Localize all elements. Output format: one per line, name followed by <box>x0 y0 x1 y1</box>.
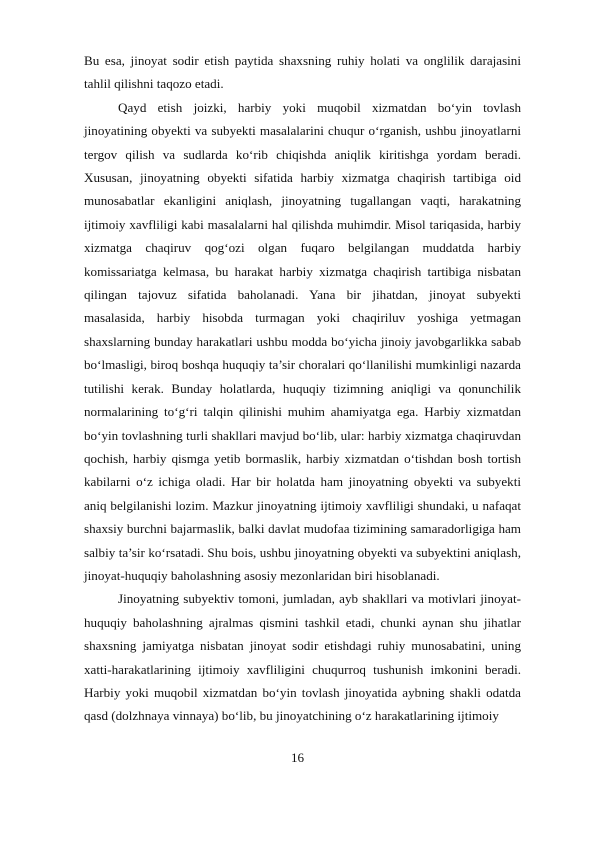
paragraph-1: Bu esa, jinoyat sodir etish paytida shaxsning ruhiy holati va onglilik darajasini tahlil qilishni taqozo etadi. <box>84 53 521 92</box>
document-body <box>84 49 521 728</box>
paragraph-3: Jinoyatning subyektiv tomoni, jumladan, ayb shakllari va motivlari jinoyat-huquqiy baholashning ajralmas qismini tashkil etadi, chunki aynan shu jihatlar shaxsning jamiyatga nisbatan jinoyat sodir etishdagi ruhiy munosabatini, uning xatti-harakatlarining ijtimoiy xavfliligini chuqurroq tushunish imkonini beradi. Harbiy yoki muqobil xizmatdan bo‘yin tovlash jinoyatida aybning shakli odatda qasd (dolzhnaya vinnaya) bo‘lib, bu jinoyatchining o‘z harakatlarining ijtimoiy <box>84 591 521 724</box>
paragraph-2: Qayd etish joizki, harbiy yoki muqobil xizmatdan bo‘yin tovlash jinoyatining obyekti va subyekti masalalarini chuqur o‘rganish, ushbu jinoyatlarni tergov qilish va sudlarda ko‘rib chiqishda aniqlik kiritishga yordam beradi. Xususan, jinoyatning obyekti sifatida harbiy xizmatga chaqirish tartibiga oid munosabatlar ekanligini aniqlash, jinoyatning tugallangan vaqti, harakatning ijtimoiy xavfliligi kabi masalalarni hal qilishda muhimdir. Misol tariqasida, harbiy xizmatga chaqiruv qog‘ozi olgan fuqaro belgilangan muddatda harbiy komissariatga kelmasa, bu harakat harbiy xizmatga chaqirish tartibiga nisbatan qilingan tajovuz sifatida baholanadi. Yana bir jihatdan, jinoyat subyekti masalasida, harbiy hisobda turmagan yoki chaqiriluv yoshiga yetmagan shaxslarning bunday harakatlari ushbu modda bo‘yicha jinoiy javobgarlikka sabab bo‘lmasligi, biroq boshqa huquqiy ta’sir choralari qo‘llanilishi mumkinligi nazarda tutilishi kerak. Bunday holatlarda, huquqiy tizimning aniqligi va qonunchilik normalarining to‘g‘ri talqin qilinishi muhim ahamiyatga ega. Harbiy xizmatdan bo‘yin tovlashning turli shakllari mavjud bo‘lib, ular: harbiy xizmatga chaqiruvdan qochish, harbiy qismga yetib bormaslik, harbiy xizmatdan o‘tishdan bosh tortish kabilarni o‘z ichiga oladi. Har bir holatda ham jinoyatning obyekti va subyekti aniq belgilanishi lozim. Mazkur jinoyatning ijtimoiy xavfliligi shundaki, u nafaqat shaxsiy burchni bajarmaslik, balki davlat mudofaa tizimining samaradorligiga ham salbiy ta’sir ko‘rsatadi. Shu bois, ushbu jinoyatning obyekti va subyektini aniqlash, jinoyat-huquqiy baholashning asosiy mezonlaridan biri hisoblanadi. <box>84 99 521 583</box>
page-number: 16 <box>290 750 305 765</box>
